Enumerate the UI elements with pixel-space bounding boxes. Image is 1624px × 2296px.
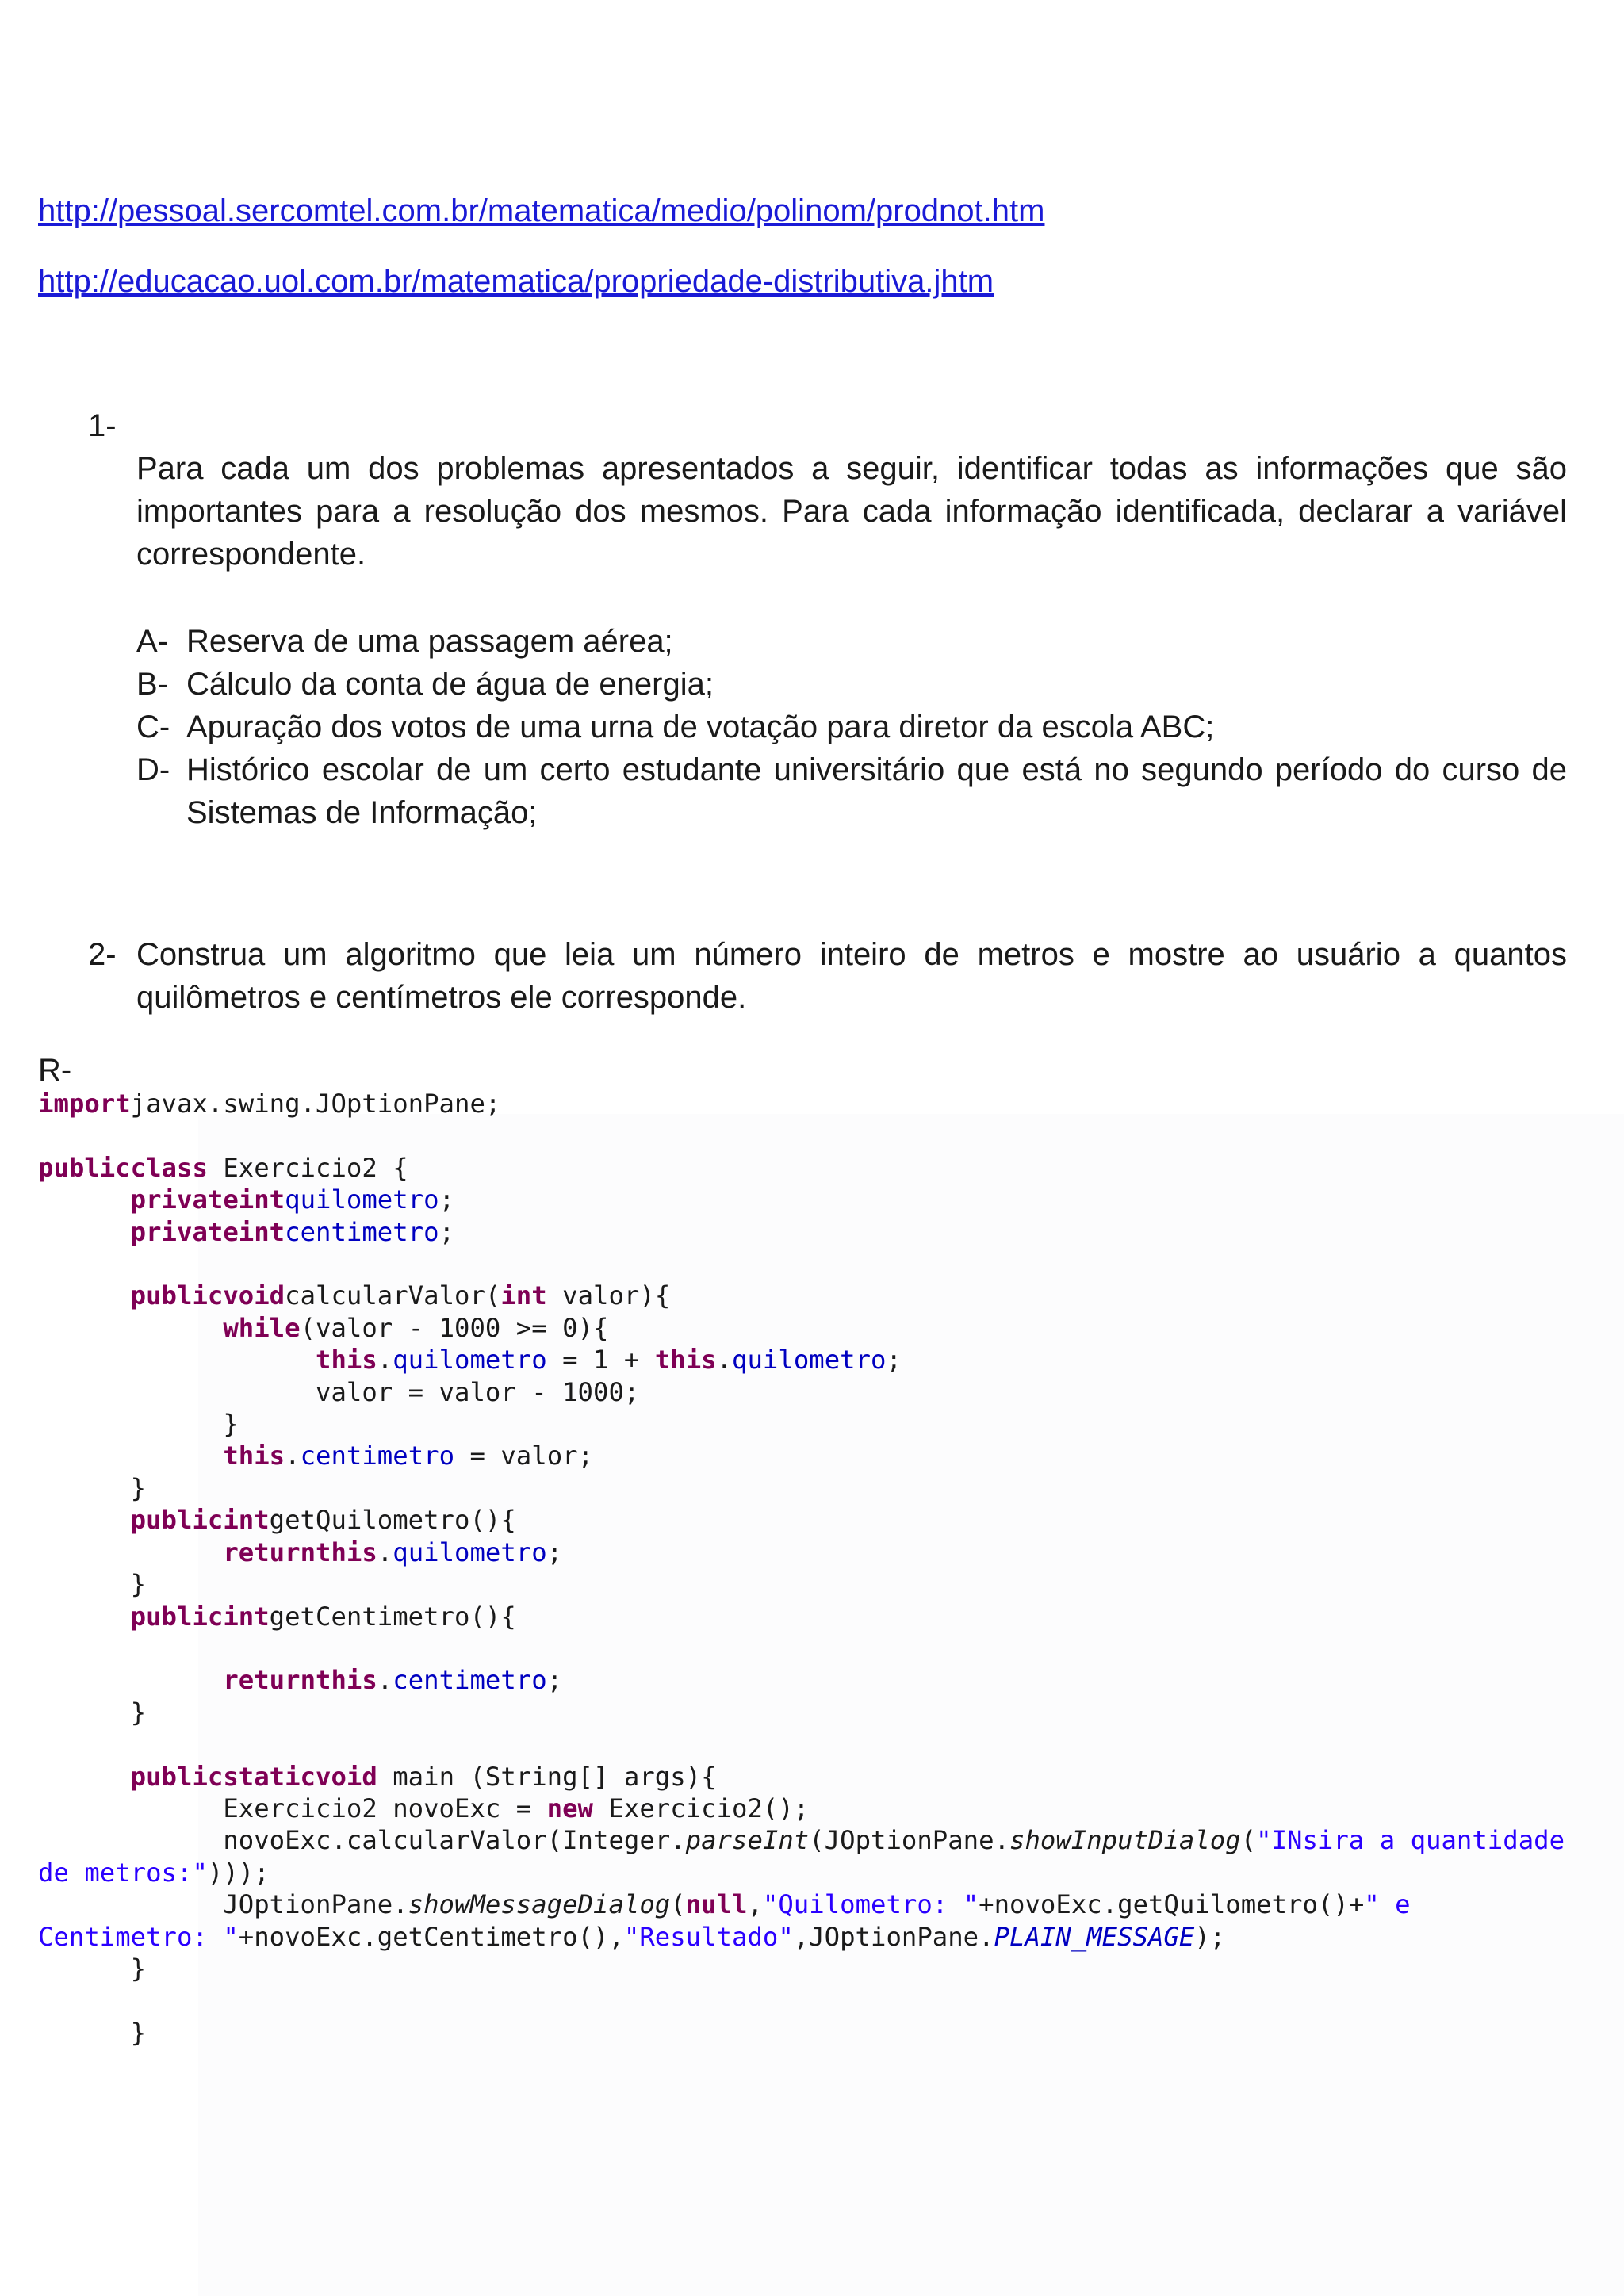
code-line (38, 1089, 500, 1119)
code-token: ; (546, 1536, 563, 1567)
answer-label: R- (38, 1053, 72, 1088)
code-token: . (377, 1536, 393, 1567)
code-token: centimetro (300, 1441, 455, 1471)
question-1-item-a (136, 620, 1567, 663)
code-token: quilometro (285, 1184, 439, 1215)
code-token: = valor; (454, 1441, 594, 1471)
code-token: ( (670, 1889, 686, 1920)
code-token: publicstaticvoid (130, 1761, 377, 1792)
code-token (38, 1280, 131, 1311)
code-token: calcularValor( (285, 1280, 501, 1311)
code-token (38, 1441, 223, 1471)
item-marker: A- (136, 624, 168, 659)
question-1-item-c (136, 706, 1567, 748)
code-token: valor = valor - 1000; (38, 1376, 640, 1407)
code-token: showMessageDialog (408, 1889, 671, 1920)
code-token: valor){ (546, 1280, 671, 1311)
code-line (38, 1697, 146, 1728)
code-token: while (223, 1312, 301, 1343)
code-line (38, 1473, 146, 1503)
code-token (38, 1537, 223, 1567)
code-token: getQuilometro(){ (269, 1505, 516, 1536)
code-token (38, 1505, 131, 1535)
code-token (38, 1601, 131, 1632)
code-token: publicint (130, 1601, 270, 1632)
code-line (38, 1377, 639, 1407)
code-token: . (716, 1345, 733, 1376)
code-token: quilometro (393, 1345, 547, 1376)
item-text: Histórico escolar de um certo estudante universitário que está no segundo período do curso de Sistemas de Informação; (186, 752, 1567, 830)
code-token: ,JOptionPane. (793, 1921, 994, 1952)
code-token: ))); (207, 1857, 270, 1888)
question-2 (88, 933, 1567, 1019)
code-token: import (38, 1089, 131, 1119)
code-token (38, 1217, 131, 1247)
item-text: Reserva de uma passagem aérea; (186, 624, 673, 659)
question-2-number: 2- (88, 937, 117, 972)
code-token: } (38, 1409, 239, 1440)
code-token: ( (1240, 1825, 1257, 1856)
item-marker: C- (136, 710, 170, 744)
code-line (38, 1184, 454, 1215)
code-token: this (223, 1441, 285, 1471)
code-token: Exercicio2(); (593, 1793, 810, 1823)
code-token: ; (439, 1216, 455, 1247)
code-line (38, 1313, 608, 1343)
code-token: } (38, 1472, 147, 1503)
code-token: Exercicio2 novoExc = (38, 1793, 547, 1823)
code-token: returnthis (223, 1536, 377, 1567)
question-1-number: 1- (88, 408, 117, 443)
code-token: int (500, 1280, 547, 1311)
code-token: centimetro (285, 1216, 439, 1247)
question-2-text: Construa um algoritmo que leia um número inteiro de metros e mostre ao usuário a quantos quilômetros e centímetros ele corresponde. (136, 937, 1567, 1015)
code-token: publicvoid (130, 1280, 285, 1311)
code-line (38, 1569, 146, 1599)
code-token: null (685, 1889, 748, 1920)
code-line (38, 1409, 239, 1439)
code-token (38, 1762, 131, 1792)
code-token: JOptionPane. (38, 1889, 408, 1920)
code-line (38, 1858, 270, 1888)
code-token: } (38, 2017, 147, 2048)
code-line (38, 1153, 408, 1183)
code-line (38, 1441, 593, 1471)
code-token: +novoExc.getCentimetro(), (238, 1921, 624, 1952)
question-1-item-d (136, 748, 1567, 834)
code-line (38, 1954, 146, 1984)
code-token: quilometro (393, 1536, 547, 1567)
code-token: "Resultado" (623, 1921, 794, 1952)
code-token: privateint (130, 1216, 285, 1247)
code-token: privateint (130, 1184, 285, 1215)
item-marker: D- (136, 752, 170, 787)
code-token: ; (546, 1665, 563, 1696)
item-text: Apuração dos votos de uma urna de votação para diretor da escola ABC; (186, 710, 1215, 744)
code-line (38, 1280, 670, 1311)
code-token: . (377, 1345, 393, 1376)
code-token: . (285, 1441, 301, 1471)
code-line (38, 1793, 809, 1823)
code-block (38, 1088, 1592, 2049)
code-token: main (String[] args){ (377, 1761, 717, 1792)
code-line (38, 1345, 902, 1375)
code-line (38, 1601, 516, 1632)
code-token: publicclass (38, 1152, 208, 1183)
code-token: } (38, 1953, 147, 1984)
code-token: quilometro (732, 1345, 887, 1376)
code-token: PLAIN_MESSAGE (994, 1921, 1195, 1952)
code-token: publicint (130, 1505, 270, 1536)
link-propriedade-distributiva[interactable]: http://educacao.uol.com.br/matematica/propriedade-distributiva.jhtm (38, 264, 994, 299)
code-line (38, 1889, 1411, 1919)
code-token: = 1 + (546, 1345, 655, 1376)
code-token: showInputDialog (1009, 1825, 1241, 1856)
code-line (38, 1762, 717, 1792)
code-line (38, 1825, 1565, 1855)
code-token: (JOptionPane. (809, 1825, 1010, 1856)
code-token: Exercicio2 { (207, 1152, 408, 1183)
code-token: "Quilometro: " (762, 1889, 979, 1920)
code-token: new (546, 1793, 594, 1823)
code-token: , (747, 1889, 763, 1920)
code-line (38, 1665, 562, 1695)
code-line (38, 1505, 516, 1535)
code-token: " e (1364, 1889, 1411, 1920)
code-line (38, 1922, 1225, 1952)
code-token: parseInt (685, 1825, 810, 1856)
code-token: "INsira a quantidade (1256, 1825, 1565, 1856)
code-token: returnthis (223, 1665, 377, 1696)
code-line (38, 2018, 146, 2048)
code-token (38, 1184, 131, 1215)
code-token: (valor - 1000 >= 0){ (300, 1312, 609, 1343)
item-marker: B- (136, 667, 168, 702)
code-token: } (38, 1697, 147, 1728)
code-token: de metros:" (38, 1857, 208, 1888)
link-prodnot[interactable]: http://pessoal.sercomtel.com.br/matematica/medio/polinom/prodnot.htm (38, 193, 1045, 228)
code-token: centimetro (393, 1665, 547, 1696)
code-token: this (654, 1345, 717, 1376)
code-token (38, 1345, 316, 1375)
code-token: +novoExc.getQuilometro()+ (979, 1889, 1365, 1920)
code-token (38, 1313, 223, 1343)
code-token: . (377, 1665, 393, 1696)
code-token: ; (886, 1345, 902, 1376)
code-token: } (38, 1569, 147, 1600)
question-1-item-b (136, 663, 1567, 706)
code-token: ; (439, 1184, 455, 1215)
code-token: ); (1194, 1921, 1226, 1952)
code-line (38, 1537, 562, 1567)
item-text: Cálculo da conta de água de energia; (186, 667, 714, 702)
code-token (38, 1665, 223, 1695)
code-token: this (316, 1345, 377, 1376)
code-token: getCentimetro(){ (269, 1601, 516, 1632)
code-token: novoExc.calcularValor(Integer. (38, 1825, 686, 1856)
question-1-text: Para cada um dos problemas apresentados a seguir, identificar todas as informações que são importantes para a resolução dos mesmos. Para cada informação identificada, declarar a variável correspondente. (136, 451, 1567, 572)
code-token: Centimetro: " (38, 1921, 239, 1952)
code-line (38, 1217, 454, 1247)
code-token: javax.swing.JOptionPane; (130, 1089, 501, 1119)
